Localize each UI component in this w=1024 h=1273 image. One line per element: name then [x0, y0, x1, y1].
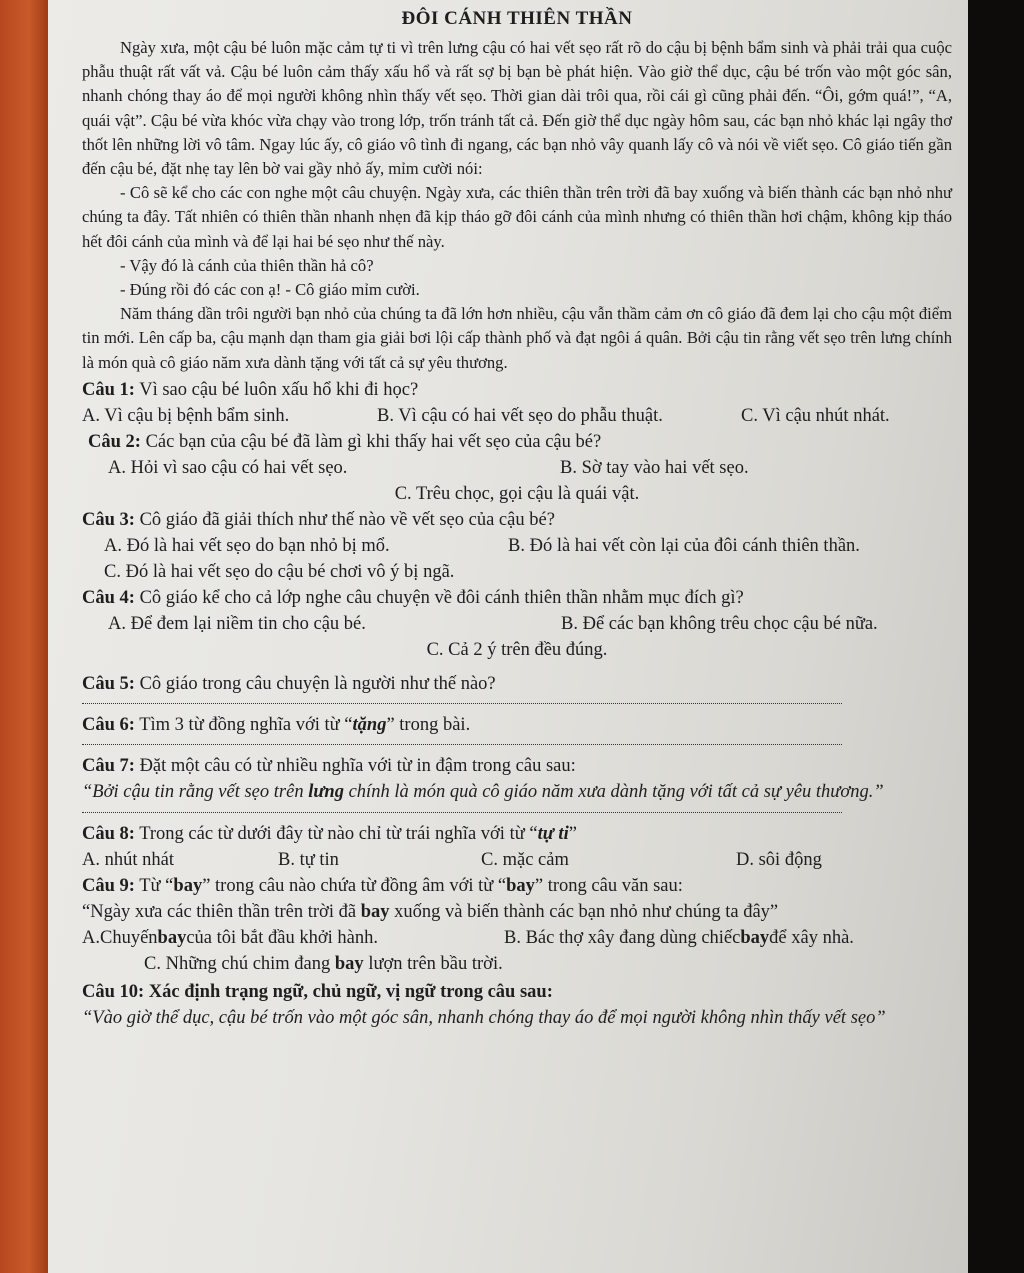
q8-option-b: B. tự tin [278, 849, 339, 870]
q9-sentence-bold: bay [360, 901, 390, 922]
q9-text-3: ” trong câu văn sau: [534, 875, 683, 896]
question-5 [82, 671, 952, 697]
question-6-text-end: ” trong bài. [386, 714, 471, 735]
question-5-answer-line[interactable] [82, 703, 842, 704]
story-paragraph-4: - Đúng rồi đó các con ạ! - Cô giáo mỉm cười. [120, 280, 420, 300]
question-10-label: Câu 10: Xác định trạng ngữ, chủ ngữ, vị ngữ trong câu sau: [82, 981, 553, 1002]
q9-text-2: ” trong câu nào chứa từ đồng âm với từ “ [202, 875, 507, 896]
q8-option-c: C. mặc cảm [481, 849, 569, 870]
story-title: ĐÔI CÁNH THIÊN THẦN [401, 8, 633, 29]
story-paragraph-3: - Vậy đó là cánh của thiên thần hả cô? [120, 255, 374, 275]
question-7-text: Đặt một câu có từ nhiều nghĩa với từ in đậm trong câu sau: [134, 755, 576, 776]
question-1-label: Câu 1: [82, 379, 135, 400]
q4-option-a: A. Để đem lại niềm tin cho cậu bé. [108, 613, 366, 634]
question-10-quote: “Vào giờ thể dục, cậu bé trốn vào một góc sân, nhanh chóng thay áo để mọi người không nhìn thấy vết sẹo” [82, 1007, 886, 1028]
q7-quote-start: “Bởi cậu tin rằng vết sẹo trên [82, 781, 309, 802]
q9-sentence-end: xuống và biến thành các bạn nhỏ như chúng ta đây” [389, 901, 779, 922]
worksheet-paper [48, 0, 968, 1273]
question-6-text-start: Tìm 3 từ đồng nghĩa với từ “ [134, 714, 353, 735]
question-6-label: Câu 6: [82, 714, 135, 735]
question-9-label: Câu 9: [82, 875, 135, 896]
question-8-word: tự ti [537, 823, 569, 844]
worksheet-content [82, 8, 952, 1032]
q2-option-a: A. Hỏi vì sao cậu có hai vết sẹo. [108, 457, 348, 478]
question-4-text: Cô giáo kể cho cả lớp nghe câu chuyện về đôi cánh thiên thần nhằm mục đích gì? [134, 587, 744, 608]
question-4 [82, 585, 952, 611]
question-2-options [82, 455, 952, 481]
story-paragraph-5: Năm tháng dần trôi người bạn nhỏ của chúng ta đã lớn hơn nhiều, cậu vẫn thầm cảm ơn cô giáo đã đem lại cho cậu một điểm tin mới. Lên cấp ba, cậu mạnh dạn tham gia giải bơi lội cấp thành phố và đạt ngôi á quân. Bởi cậu tin rằng vết sẹo trên lưng chính là món quà cô giáo năm xưa dành tặng với tất cả sự yêu thương. [82, 304, 952, 372]
q9-sentence-start: “Ngày xưa các thiên thần trên trời đã [82, 901, 361, 922]
question-2-label: Câu 2: [88, 431, 141, 452]
question-3-text: Cô giáo đã giải thích như thế nào về vết sẹo của cậu bé? [134, 509, 555, 530]
q3-option-b: B. Đó là hai vết còn lại của đôi cánh thiên thần. [508, 535, 860, 556]
question-2-text: Các bạn của cậu bé đã làm gì khi thấy hai vết sẹo của cậu bé? [140, 431, 602, 452]
question-1 [82, 377, 952, 403]
question-8-text-end: ” [568, 823, 577, 844]
question-7-label: Câu 7: [82, 755, 135, 776]
q4-option-c: C. Cả 2 ý trên đều đúng. [426, 639, 608, 660]
question-3 [82, 507, 952, 533]
question-7 [82, 753, 952, 779]
question-3-options [82, 533, 952, 559]
q7-quote-end: chính là món quà cô giáo năm xưa dành tặng với tất cả sự yêu thương.” [343, 781, 884, 802]
question-6-answer-line[interactable] [82, 744, 842, 745]
question-9-options [82, 925, 952, 951]
question-2 [82, 429, 952, 455]
q9-text-1: Từ “ [134, 875, 174, 896]
question-8-text-start: Trong các từ dưới đây từ nào chỉ từ trái nghĩa với từ “ [134, 823, 538, 844]
question-7-answer-line[interactable] [82, 812, 842, 813]
q1-option-c: C. Vì cậu nhút nhát. [741, 405, 890, 426]
q9-word-2: bay [506, 875, 535, 896]
dark-background-edge [968, 0, 1024, 1273]
q2-option-c: C. Trêu chọc, gọi cậu là quái vật. [394, 483, 640, 504]
question-5-label: Câu 5: [82, 673, 135, 694]
question-1-options [82, 403, 952, 429]
question-1-text: Vì sao cậu bé luôn xấu hổ khi đi học? [134, 379, 419, 400]
q7-bold-word: lưng [308, 781, 344, 802]
q3-option-c: C. Đó là hai vết sẹo do cậu bé chơi vô ý bị ngã. [104, 561, 455, 582]
q9-option-b: B. Bác thợ xây đang dùng chiếcbayđể xây nhà. [504, 927, 854, 948]
question-7-quote [82, 779, 952, 806]
story-paragraph-1: Ngày xưa, một cậu bé luôn mặc cảm tự ti vì trên lưng cậu có hai vết sẹo rất rõ do cậu bị bệnh bẩm sinh và phải trải qua cuộc phẫu thuật rất vất vả. Cậu bé luôn cảm thấy xấu hổ và rất sợ bị bạn bè phát hiện. Vào giờ thể dục, cậu bé trốn vào một góc sân, nhanh chóng thay áo để mọi người không nhìn thấy vết sẹo. Thời gian dài trôi qua, rồi cái gì cũng phải đến. “Ôi, gớm quá!”, “A, quái vật”. Cậu bé vừa khóc vừa chạy vào trong lớp, trốn tránh tất cả. Đến giờ thể dục ngày hôm sau, các bạn nhỏ khác lại ngây thơ thốt lên những lời vô tâm. Ngay lúc ấy, cô giáo vô tình đi ngang, các bạn nhỏ vây quanh lấy cô và nói về viết sẹo. Cô giáo tiến gần đến cậu bé, đặt nhẹ tay lên bờ vai gầy nhỏ ấy, mỉm cười nói: [82, 38, 952, 179]
question-8-options [82, 847, 952, 873]
question-6-word: tặng [352, 714, 387, 735]
question-9-sentence [82, 899, 952, 925]
q9-word-1: bay [173, 875, 203, 896]
question-3-label: Câu 3: [82, 509, 135, 530]
q1-option-a: A. Vì cậu bị bệnh bẩm sinh. [82, 405, 290, 426]
question-5-text: Cô giáo trong câu chuyện là người như thế nào? [134, 673, 496, 694]
question-9 [82, 873, 952, 899]
q8-option-a: A. nhút nhát [82, 849, 174, 870]
q2-option-b: B. Sờ tay vào hai vết sẹo. [560, 457, 749, 478]
question-4-label: Câu 4: [82, 587, 135, 608]
red-cover-edge [0, 0, 48, 1273]
question-4-options [82, 611, 952, 637]
question-10 [82, 979, 952, 1005]
q9-option-c: C. Những chú chim đang bay lượn trên bầu trời. [144, 953, 503, 974]
story-paragraph-2: - Cô sẽ kể cho các con nghe một câu chuyện. Ngày xưa, các thiên thần trên trời đã bay xuống và biến thành các bạn nhỏ như chúng ta đây. Tất nhiên có thiên thần nhanh nhẹn đã kịp tháo gỡ đôi cánh của mình nhưng có thiên thần hơi chậm, không kịp tháo hết đôi cánh của mình và để lại hai bé sẹo như thế này. [82, 183, 952, 251]
question-6 [82, 712, 952, 738]
question-8 [82, 821, 952, 847]
question-8-label: Câu 8: [82, 823, 135, 844]
q3-option-a: A. Đó là hai vết sẹo do bạn nhỏ bị mổ. [104, 535, 390, 556]
q4-option-b: B. Để các bạn không trêu chọc cậu bé nữa. [561, 613, 878, 634]
q9-option-a: A.Chuyếnbaycủa tôi bắt đầu khởi hành. [82, 927, 378, 948]
q8-option-d: D. sôi động [736, 849, 822, 870]
q1-option-b: B. Vì cậu có hai vết sẹo do phẫu thuật. [377, 405, 663, 426]
